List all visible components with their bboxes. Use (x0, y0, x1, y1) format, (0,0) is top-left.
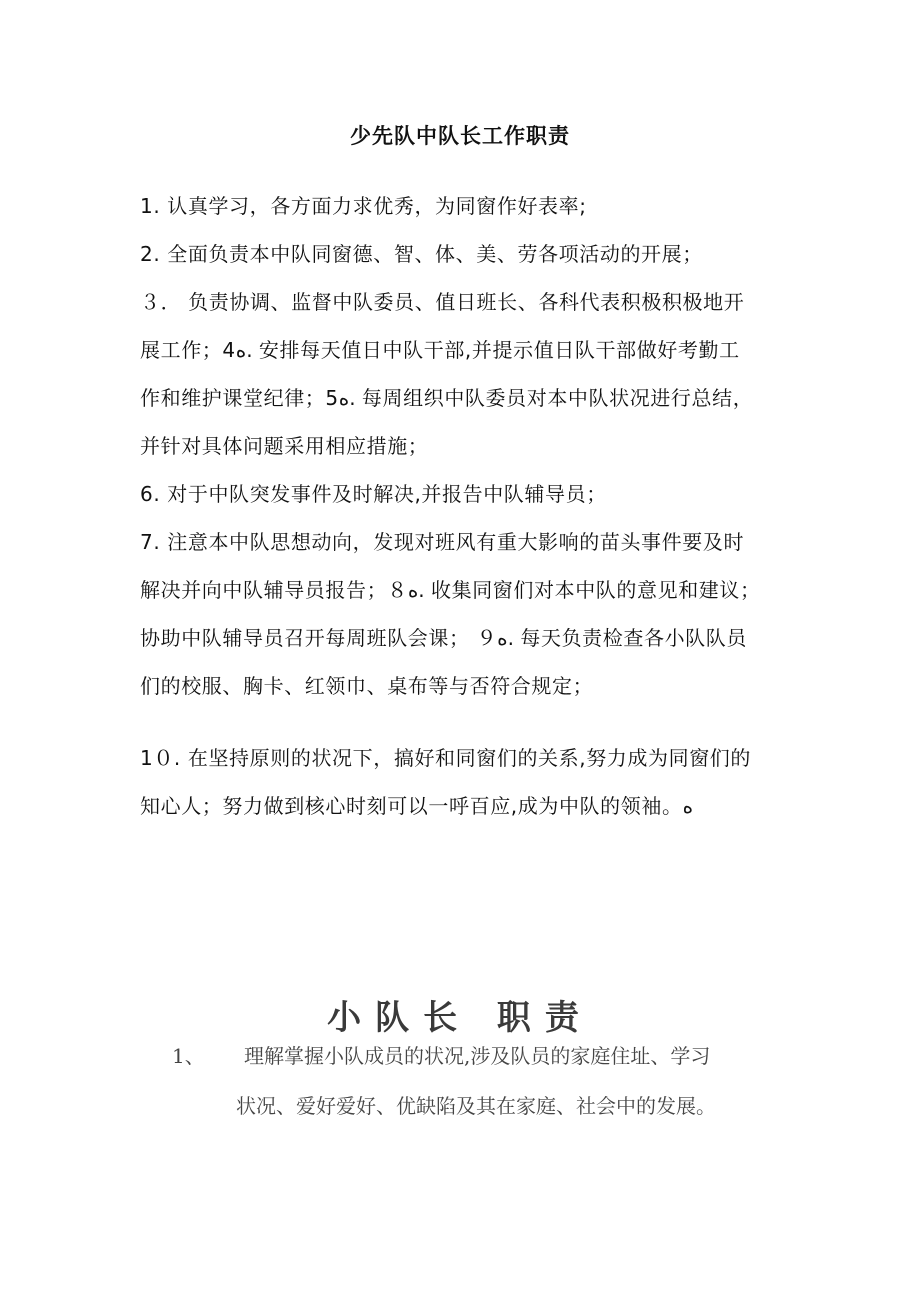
section2-item-line (172, 1042, 710, 1070)
duty-line: 1０. 在坚持原则的状况下，搞好和同窗们的关系,努力成为同窗们的 (140, 746, 751, 770)
item-text: 理解掌握小队成员的状况,涉及队员的家庭住址、学习 (244, 1044, 711, 1068)
duty-line: 展工作；4ﻩ. 安排每天值日中队干部,并提示值日队干部做好考勤工 (140, 338, 740, 362)
section1-title: 少先队中队长工作职责 (350, 124, 570, 148)
duty-line: 7. 注意本中队思想动向，发现对班风有重大影响的苗头事件要及时 (140, 530, 745, 554)
duty-line: 知心人；努力做到核心时刻可以一呼百应,成为中队的领袖。ﻩ (140, 794, 694, 818)
duty-line: 2. 全面负责本中队同窗德、智、体、美、劳各项活动的开展； (140, 242, 703, 266)
duty-line: 作和维护课堂纪律；5ﻩ. 每周组织中队委员对本中队状况进行总结， (140, 386, 754, 410)
duty-line: 并针对具体问题采用相应措施； (140, 434, 429, 458)
duty-line: 解决并向中队辅导员报告；８ﻩ. 收集同窗们对本中队的意见和建议； (140, 578, 761, 602)
item-number: 1、 (172, 1044, 205, 1068)
duty-line: 6. 对于中队突发事件及时解决,并报告中队辅导员； (140, 482, 607, 506)
section2-item-line: 状况、爱好爱好、优缺陷及其在家庭、社会中的发展。 (236, 1094, 716, 1118)
duty-line: ３． 负责协调、监督中队委员、值日班长、各科代表积极积极地开 (140, 290, 745, 314)
duty-line: 们的校服、胸卡、红领巾、桌布等与否符合规定； (140, 674, 594, 698)
duty-line: 协助中队辅导员召开每周班队会课； ９ﻩ. 每天负责检查各小队队员 (140, 626, 747, 650)
section2-title: 小队长 职责 (327, 998, 593, 1038)
duty-line: 1. 认真学习，各方面力求优秀，为同窗作好表率; (140, 194, 587, 218)
